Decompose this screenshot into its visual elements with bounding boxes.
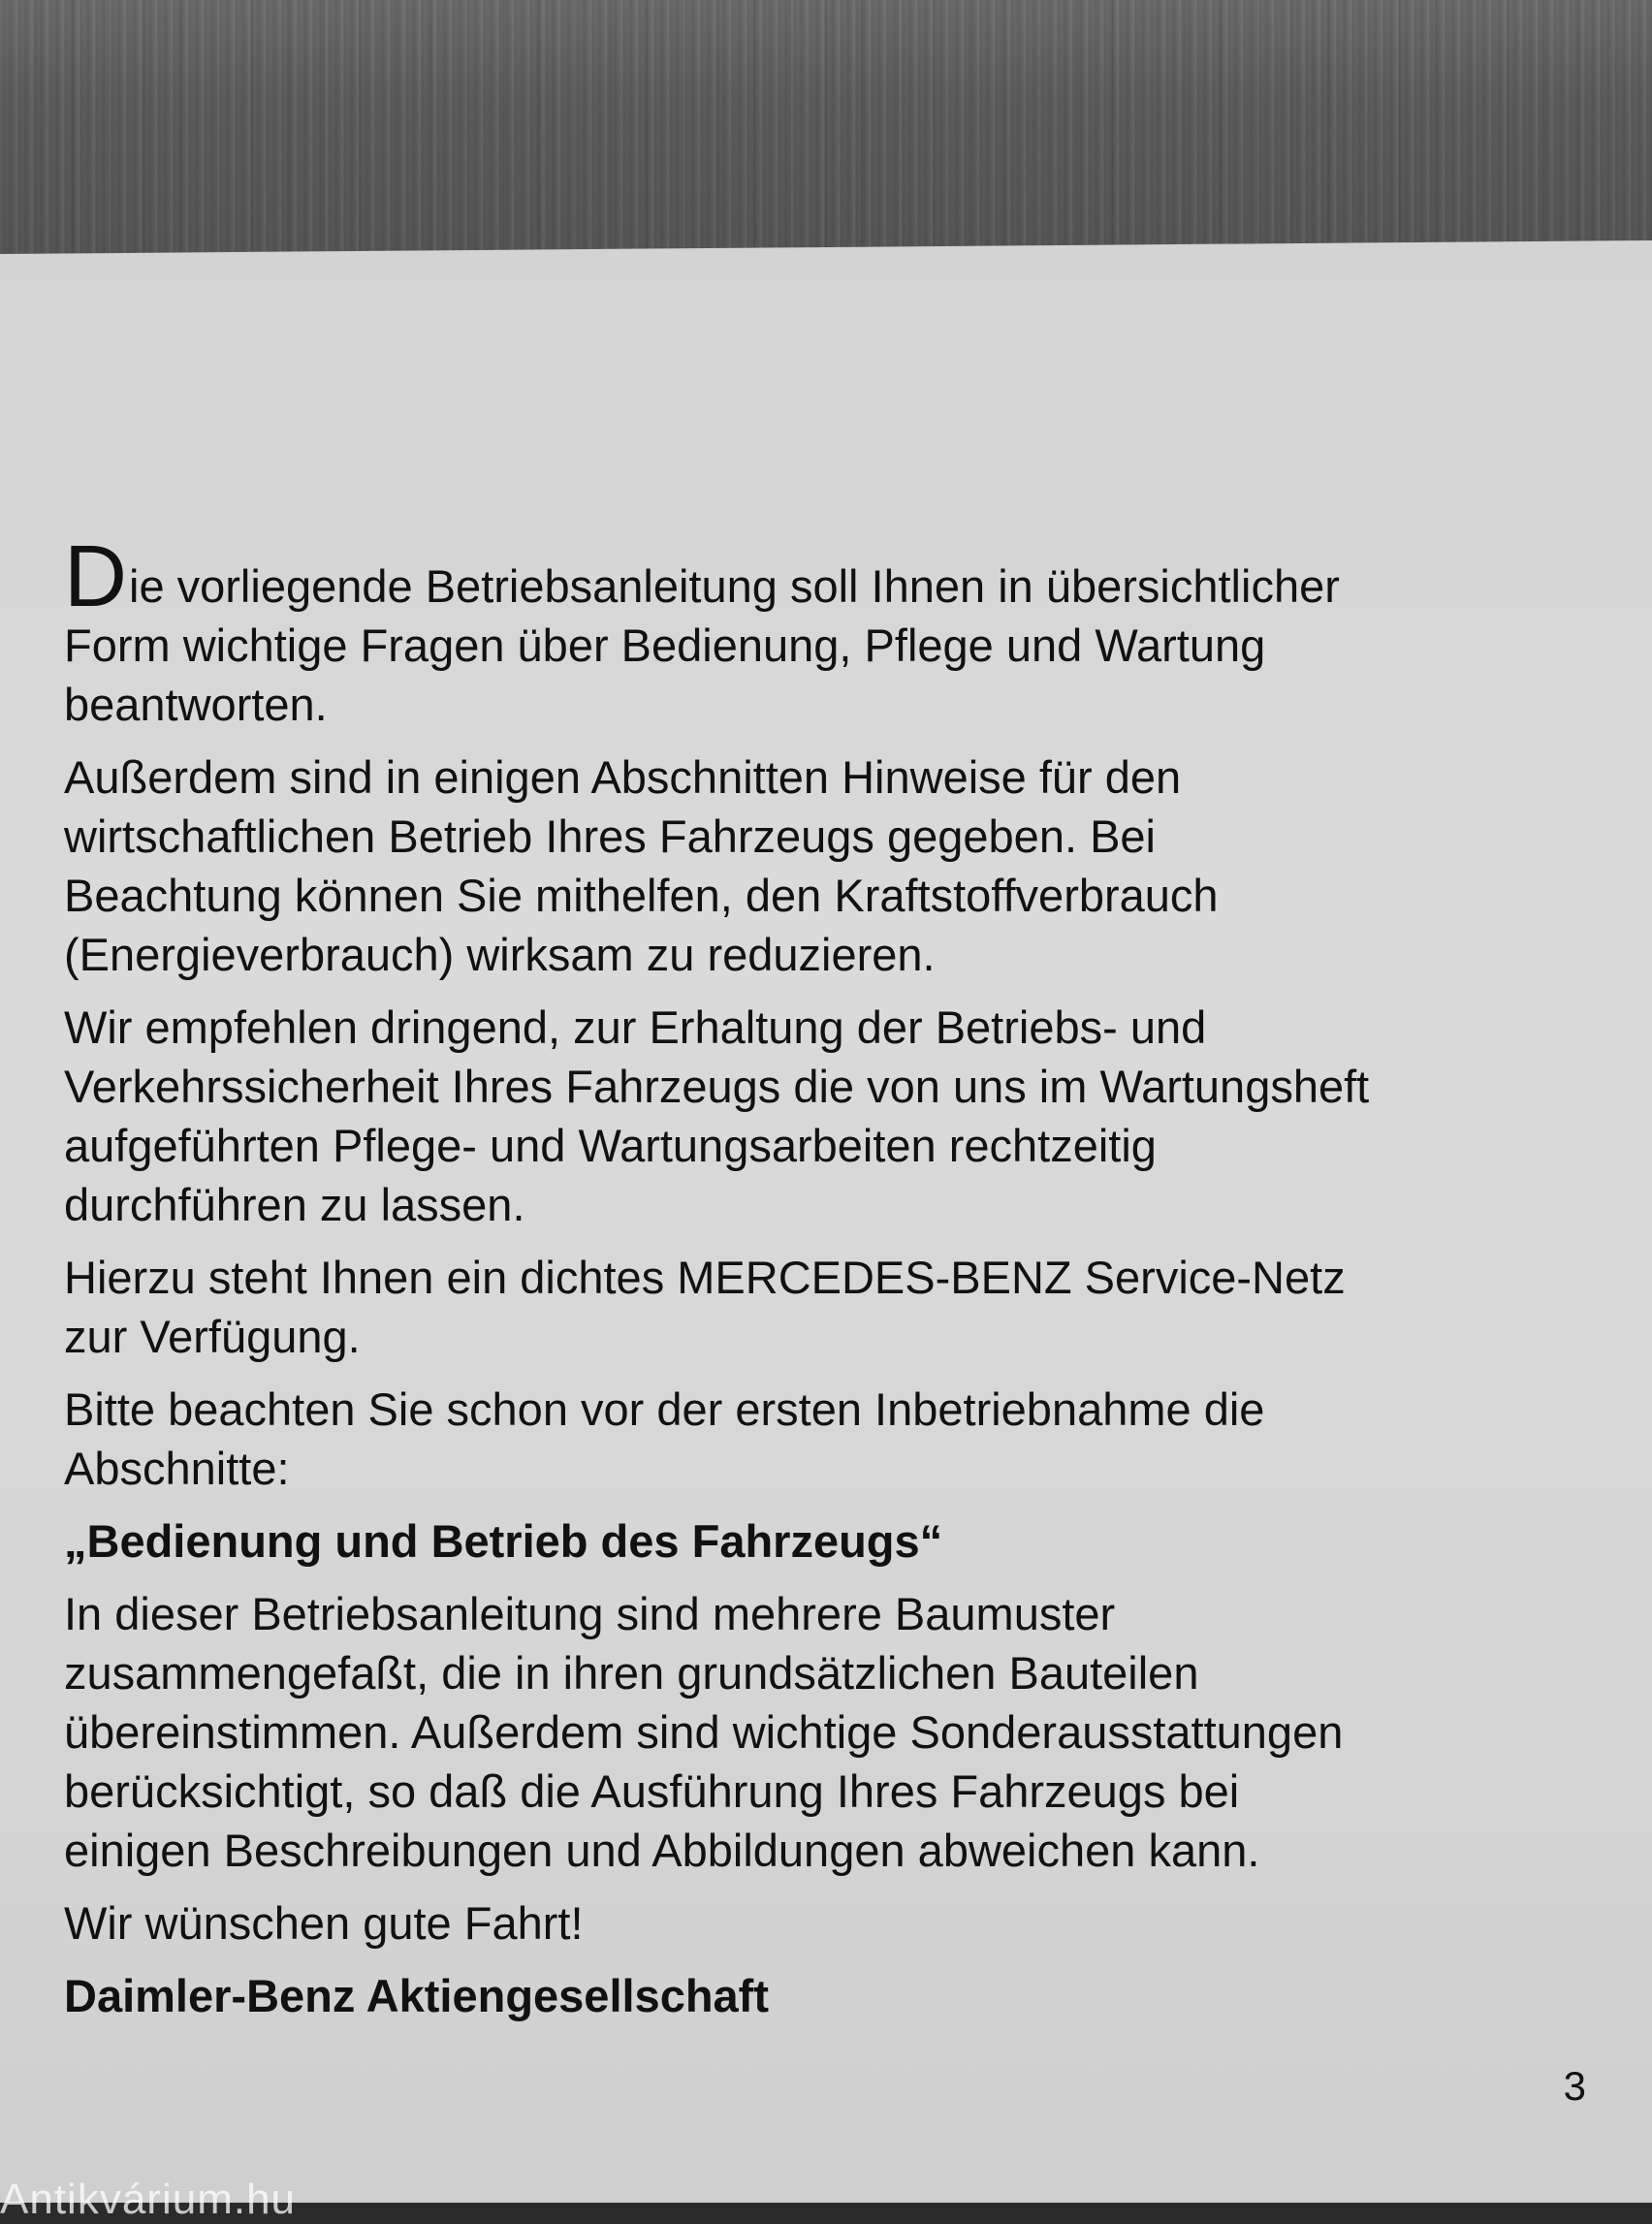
paragraph-economy: Außerdem sind in einigen Abschnitten Hinweise für den wirtschaftlichen Betrieb Ihres Fahrzeugs gegeben. Bei Beachtung können Sie mithelfen, den Kraftstoffverbrauch (Energieverbrauch) wirksam zu reduzieren. (64, 751, 1219, 980)
signature: Daimler-Benz Aktiengesellschaft (64, 1970, 769, 2021)
paragraph-intro (64, 528, 1596, 734)
wood-surface-background (0, 0, 1652, 254)
closing-line: Wir wünschen gute Fahrt! (64, 1897, 584, 1949)
paragraph-intro-text: ie vorliegende Betriebsanleitung soll Ihnen in übersichtlicher Form wichtige Fragen über Bedienung, Pflege und Wartung beantworten. (64, 560, 1340, 730)
paragraph-models: In dieser Betriebsanleitung sind mehrere Baumuster zusammengefaßt, die in ihren grundsätzlichen Bauteilen übereinstimmen. Außerdem sind wichtige Sonderausstattungen berücksichtigt, so daß die Ausführung Ihres Fahrzeugs bei einigen Beschreibungen und Abbildungen abweichen kann. (64, 1588, 1344, 1876)
page-number: 3 (1563, 2063, 1586, 2109)
watermark-text: Antikvárium.hu (0, 2176, 297, 2223)
paragraph-maintenance: Wir empfehlen dringend, zur Erhaltung der Betriebs- und Verkehrssicherheit Ihres Fahrzeugs die von uns im Wartungsheft aufgeführten Pflege- und Wartungsarbeiten rechtzeitig durchführen zu lassen. (64, 1001, 1370, 1230)
paragraph-before-first-use: Bitte beachten Sie schon vor der ersten Inbetriebnahme die Abschnitte: (64, 1383, 1265, 1494)
section-title: „Bedienung und Betrieb des Fahrzeugs“ (64, 1515, 943, 1567)
page-text (64, 528, 1596, 2039)
paragraph-service-network: Hierzu steht Ihnen ein dichtes MERCEDES-BENZ Service-Netz zur Verfügung. (64, 1252, 1346, 1362)
drop-cap: D (64, 528, 127, 625)
